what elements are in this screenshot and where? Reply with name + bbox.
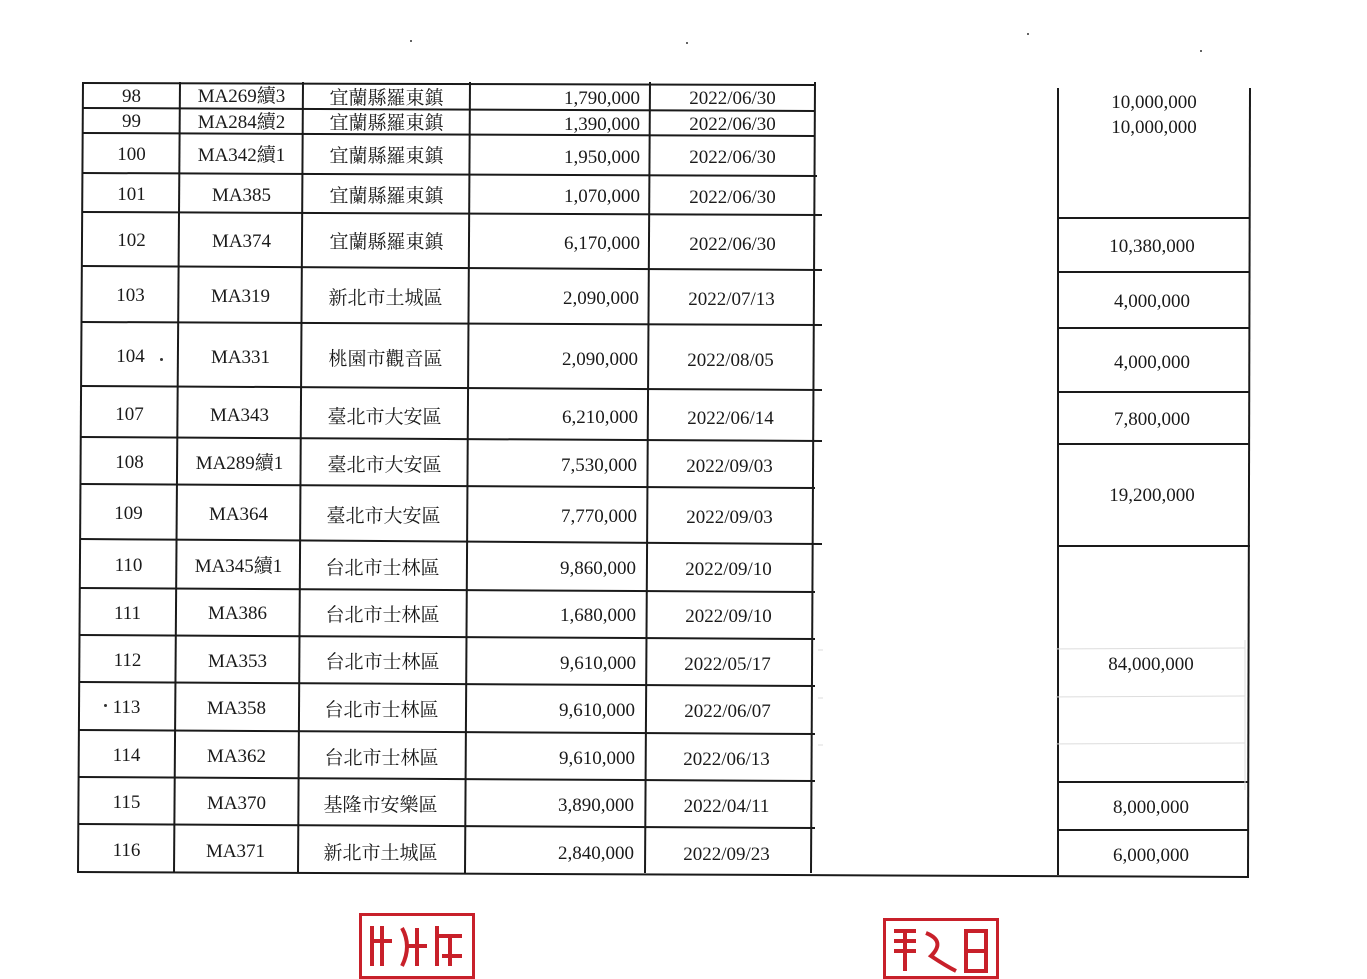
case-code: MA364 xyxy=(208,503,269,525)
amount: 1,680,000 xyxy=(560,604,636,626)
amount: 1,070,000 xyxy=(564,185,640,207)
amount: 9,610,000 xyxy=(559,747,635,769)
row-number: 107 xyxy=(115,403,144,425)
date: 2022/06/30 xyxy=(689,233,776,255)
right-amount: 84,000,000 xyxy=(1108,653,1194,675)
amount: 1,390,000 xyxy=(564,113,640,135)
case-code: MA386 xyxy=(207,602,268,624)
amount: 2,090,000 xyxy=(563,287,639,309)
location: 臺北市大安區 xyxy=(327,406,442,428)
red-seal-stamp-left xyxy=(359,913,475,979)
amount: 2,090,000 xyxy=(562,348,638,370)
right-amount: 10,000,000 xyxy=(1111,116,1197,138)
amount: 7,770,000 xyxy=(561,505,637,527)
amount: 1,950,000 xyxy=(564,146,640,168)
scan-speck xyxy=(410,40,412,42)
date: 2022/06/30 xyxy=(689,113,776,135)
amount: 7,530,000 xyxy=(561,454,637,476)
row-number: 114 xyxy=(112,744,141,766)
amount: 9,610,000 xyxy=(560,652,636,674)
right-amount: 6,000,000 xyxy=(1113,844,1189,866)
row-number: 113 xyxy=(112,696,141,718)
case-code: MA343 xyxy=(209,404,270,426)
date: 2022/06/14 xyxy=(687,407,774,429)
right-amount: 10,380,000 xyxy=(1109,235,1195,257)
case-code: MA269續3 xyxy=(197,85,286,107)
right-amount: 7,800,000 xyxy=(1114,408,1190,430)
date: 2022/06/07 xyxy=(684,700,771,722)
row-number: 111 xyxy=(113,602,142,624)
case-code: MA289續1 xyxy=(195,452,284,474)
right-amount: 4,000,000 xyxy=(1114,351,1190,373)
scan-speck xyxy=(1027,33,1029,35)
right-amount: 4,000,000 xyxy=(1114,290,1190,312)
location: 宜蘭縣羅東鎮 xyxy=(329,112,444,134)
location: 台北市士林區 xyxy=(324,747,439,769)
row-number: 116 xyxy=(112,839,141,861)
case-code: MA284續2 xyxy=(197,111,286,133)
amount: 6,170,000 xyxy=(564,232,640,254)
right-amount: 19,200,000 xyxy=(1109,484,1195,506)
row-number: 115 xyxy=(112,791,141,813)
location: 宜蘭縣羅東鎮 xyxy=(329,185,444,207)
row-number: 100 xyxy=(117,143,146,165)
date: 2022/09/10 xyxy=(685,605,772,627)
location: 臺北市大安區 xyxy=(326,505,441,527)
case-code: MA319 xyxy=(210,285,271,307)
date: 2022/09/10 xyxy=(685,558,772,580)
amount: 9,860,000 xyxy=(560,557,636,579)
case-code: MA370 xyxy=(206,792,267,814)
date: 2022/06/30 xyxy=(689,146,776,168)
date: 2022/07/13 xyxy=(688,288,775,310)
row-number: 103 xyxy=(116,284,145,306)
right-amount: 10,000,000 xyxy=(1111,91,1197,113)
scan-speck xyxy=(1200,50,1202,52)
location: 宜蘭縣羅東鎮 xyxy=(329,145,444,167)
amount: 1,790,000 xyxy=(564,87,640,109)
location: 台北市士林區 xyxy=(325,557,440,579)
scan-speck xyxy=(160,358,163,361)
scan-speck xyxy=(686,42,688,44)
row-number: 102 xyxy=(117,229,146,251)
location: 台北市士林區 xyxy=(325,604,440,626)
date: 2022/06/30 xyxy=(689,186,776,208)
date: 2022/06/13 xyxy=(683,748,770,770)
date: 2022/06/30 xyxy=(689,87,776,109)
location: 桃園市觀音區 xyxy=(328,348,443,370)
date: 2022/09/23 xyxy=(683,843,770,865)
location: 宜蘭縣羅東鎮 xyxy=(329,231,444,253)
amount: 6,210,000 xyxy=(562,406,638,428)
location: 台北市士林區 xyxy=(325,651,440,673)
location: 新北市土城區 xyxy=(323,842,438,864)
date: 2022/09/03 xyxy=(686,455,773,477)
redacted-area xyxy=(823,89,1056,871)
case-code: MA374 xyxy=(211,230,272,252)
location: 臺北市大安區 xyxy=(327,454,442,476)
amount: 2,840,000 xyxy=(558,842,634,864)
row-number: 101 xyxy=(117,183,146,205)
row-number: 104 xyxy=(116,345,145,367)
case-code: MA331 xyxy=(210,346,271,368)
row-number: 112 xyxy=(113,649,142,671)
row-number: 98 xyxy=(122,85,141,107)
right-amount: 8,000,000 xyxy=(1113,796,1189,818)
date: 2022/05/17 xyxy=(684,653,771,675)
location: 基隆市安樂區 xyxy=(323,794,438,816)
case-code: MA362 xyxy=(206,745,267,767)
location: 新北市土城區 xyxy=(328,287,443,309)
case-code: MA371 xyxy=(205,840,266,862)
row-number: 108 xyxy=(115,451,144,473)
row-number: 110 xyxy=(114,554,143,576)
date: 2022/04/11 xyxy=(683,795,770,817)
row-number: 99 xyxy=(122,110,141,132)
date: 2022/09/03 xyxy=(686,506,773,528)
location: 台北市士林區 xyxy=(324,699,439,721)
case-code: MA358 xyxy=(206,697,267,719)
row-number: 109 xyxy=(114,502,143,524)
amount: 3,890,000 xyxy=(558,794,634,816)
amount: 9,610,000 xyxy=(559,699,635,721)
case-code: MA385 xyxy=(211,184,272,206)
case-code: MA345續1 xyxy=(194,555,283,577)
red-seal-stamp-right xyxy=(883,918,999,979)
case-code: MA353 xyxy=(207,650,268,672)
case-code: MA342續1 xyxy=(197,144,286,166)
date: 2022/08/05 xyxy=(687,349,774,371)
scan-speck xyxy=(104,704,107,707)
location: 宜蘭縣羅東鎮 xyxy=(329,87,444,109)
